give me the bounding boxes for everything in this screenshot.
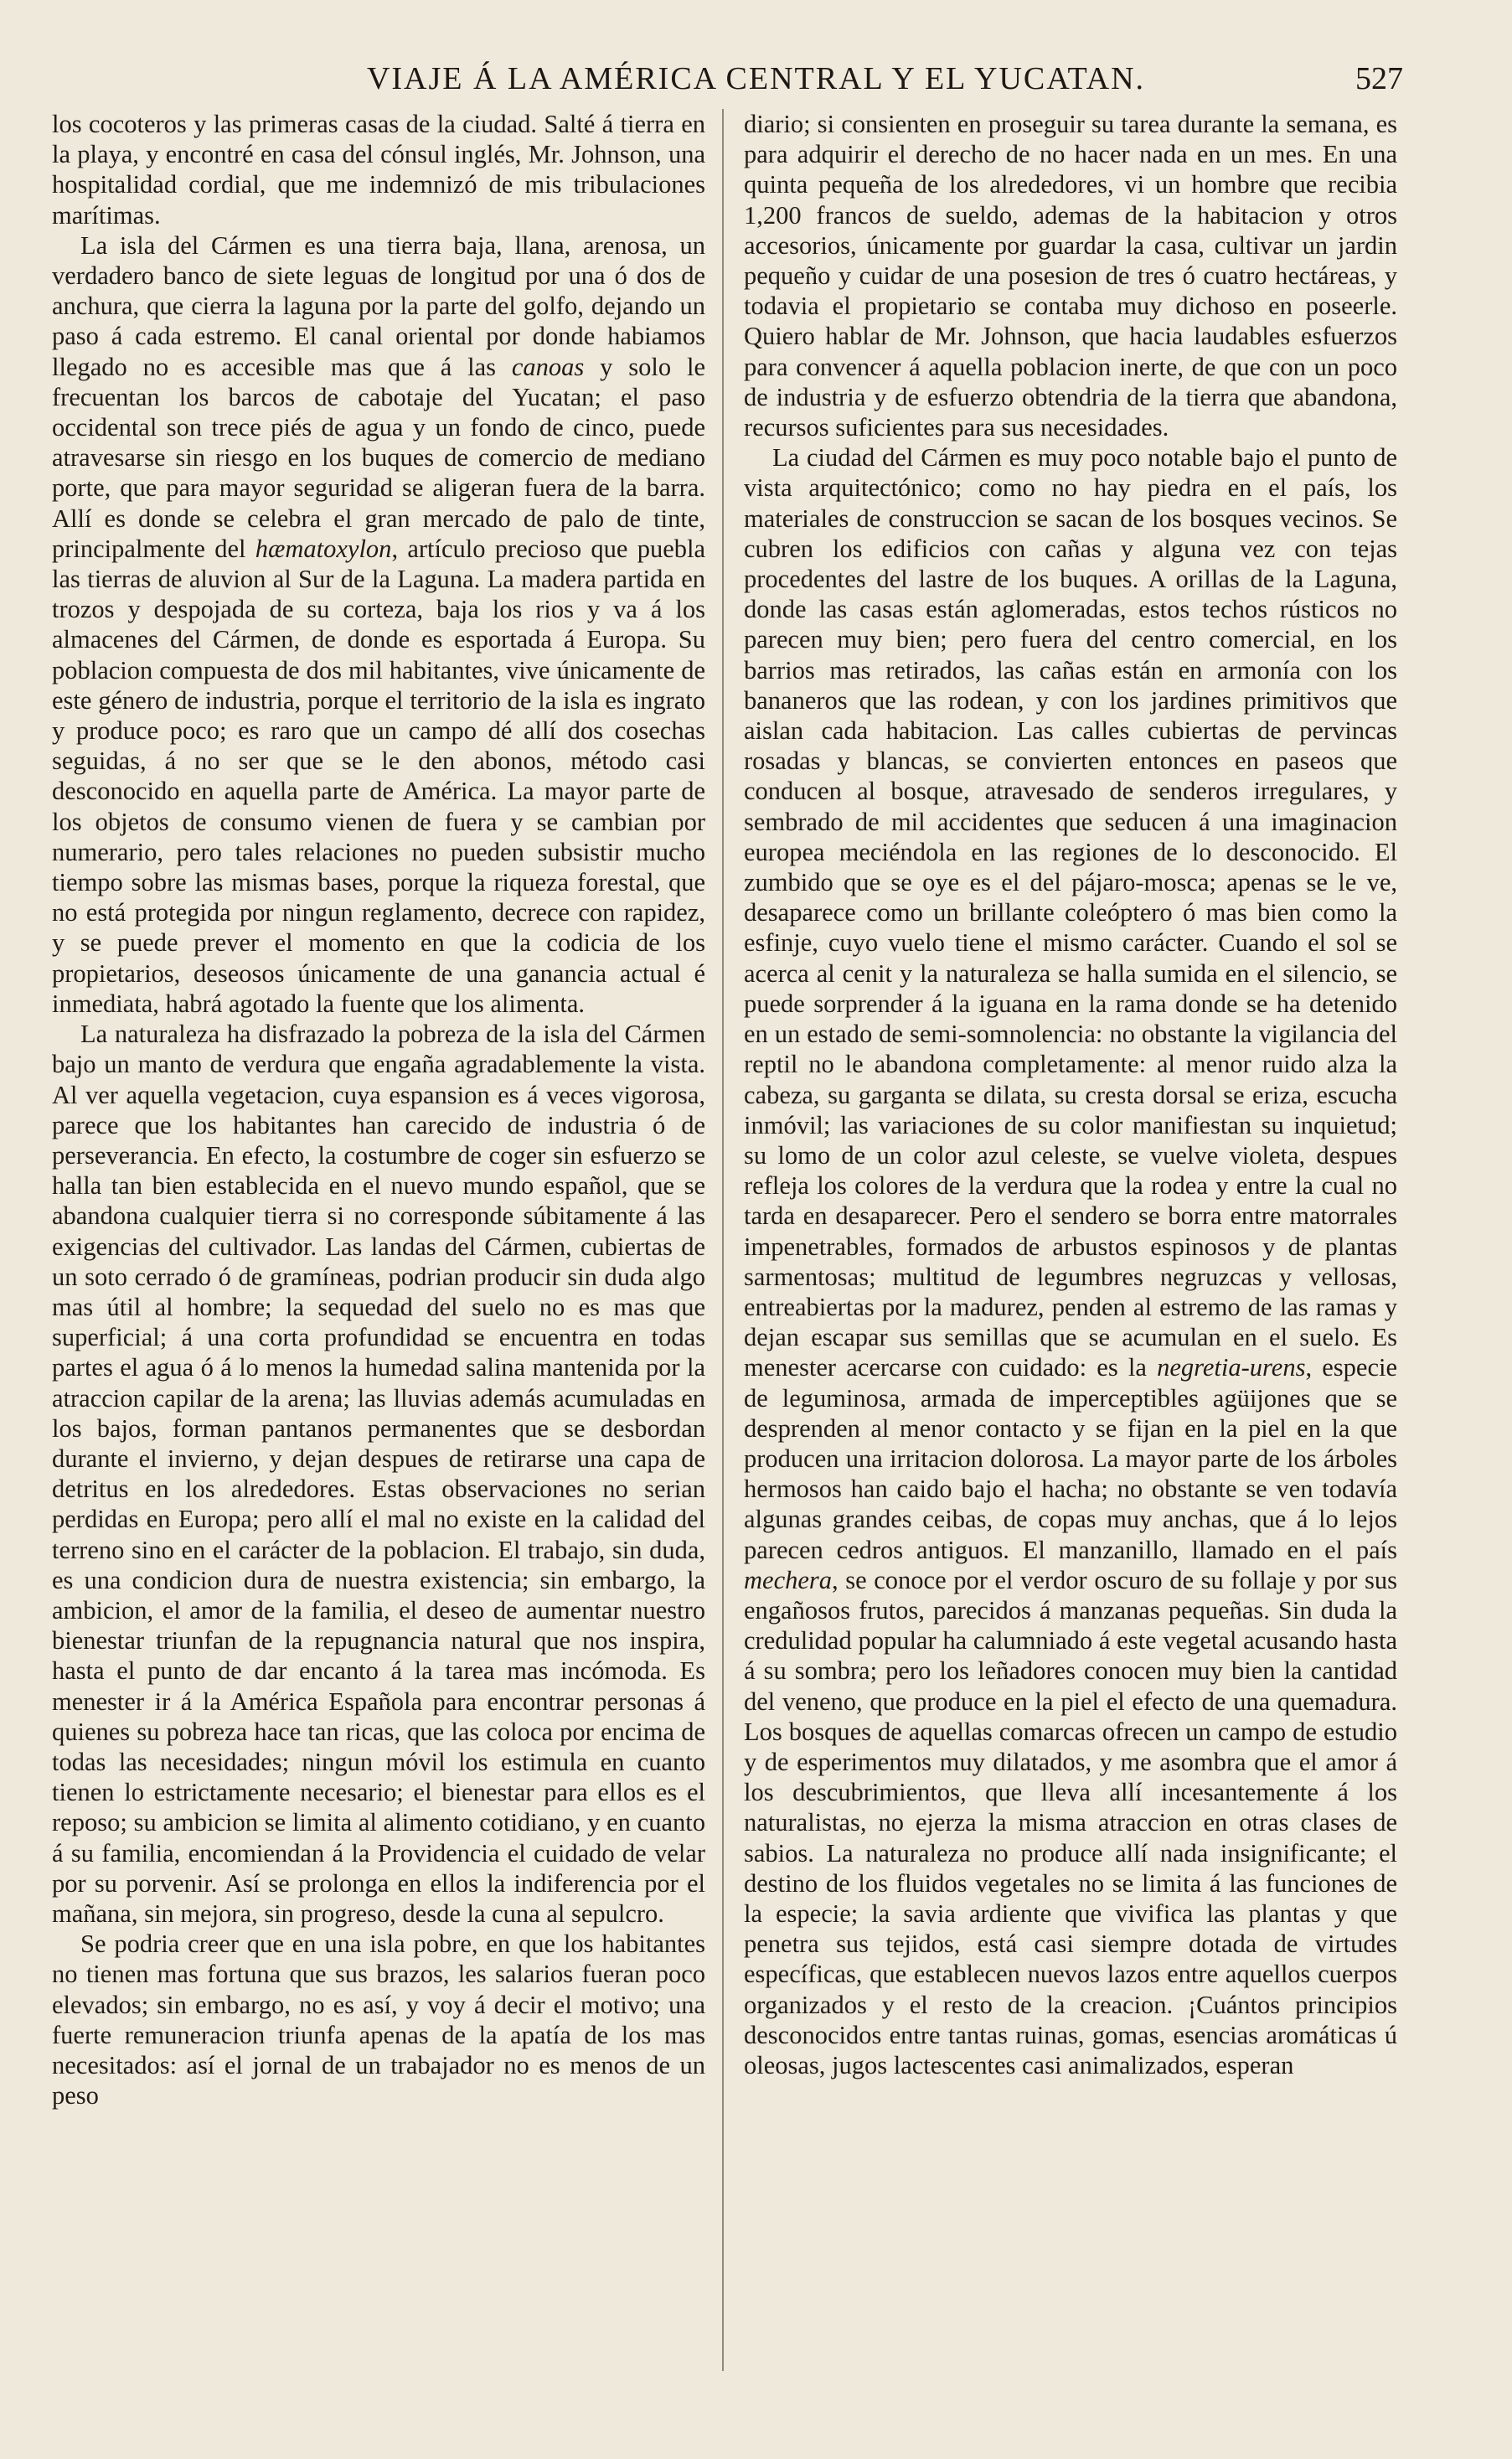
paragraph: diario; si consienten en proseguir su tarea durante la semana, es para adquirir el derecho de no hacer nada en un mes. En una quinta pequeña de los alrededores, vi un hombre que recibia 1,200 francos de sueldo, ademas de la habitacion y otros accesorios, únicamente por guardar la casa, cultivar un jardin pequeño y cuidar de una posesion de tres ó cuatro hectáreas, y todavia el propietario se contaba muy dichoso en poseerle. Quiero hablar de Mr. Johnson, que hacia laudables esfuerzos para convencer á aquella poblacion inerte, de que con un poco de industria y de esfuerzo obtendria de la tierra que abandona, recursos suficientes para sus necesidades. bbox=[744, 110, 1397, 442]
text-run: La isla del Cármen es una tierra baja, llana, arenosa, un verdadero banco de siete leguas de longitud por una ó dos de anchura, que cierra la laguna por la parte del golfo, dejando un paso á cada estremo. El canal oriental por donde habiamos llegado no es accesible mas que á las bbox=[52, 230, 705, 381]
running-head bbox=[0, 60, 1512, 102]
text-run: y solo le frecuentan los barcos de cabotaje del Yucatan; el paso occidental son trece piés de agua y un fondo de cinco, puede atravesarse sin riesgo en los buques de comercio de mediano porte, que para mayor seguridad se aligeran fuera de la barra. Allí es donde se celebra el gran mercado de palo de tinte, principalmente del bbox=[52, 352, 705, 563]
paragraph bbox=[52, 230, 705, 1019]
paragraph: La naturaleza ha disfrazado la pobreza de la isla del Cármen bajo un manto de verdura que engaña agradablemente la vista. Al ver aquella vegetacion, cuya espansion es á veces vigorosa, parece que los habitantes han carecido de industria ó de perseverancia. En efecto, la costumbre de coger sin esfuerzo se halla tan bien establecida en el nuevo mundo español, que se abandona cualquier tierra si no corresponde súbitamente á las exigencias del cultivador. Las landas del Cármen, cubiertas de un soto cerrado ó de gramíneas, podrian producir sin duda algo mas útil al hombre; la sequedad del suelo no es mas que superficial; á una corta profundidad se encuentra en todas partes el agua ó á lo menos la humedad salina mantenida por la atraccion capilar de la arena; las lluvias además acumuladas en los bajos, forman pantanos permanentes que se desbordan durante el invierno, y dejan despues de retirarse una capa de detritus en los alrededores. Estas observaciones no serian perdidas en Europa; pero allí el mal no existe en la calidad del terreno sino en el carácter de la poblacion. El trabajo, sin duda, es una condicion dura de nuestra existencia; sin embargo, la ambicion, el amor de la familia, el deseo de aumentar nuestro bienestar triunfan de la repugnancia natural que nos inspira, hasta el punto de dar encanto á la tarea mas incómoda. Es menester ir á la América Española para encontrar personas á quienes su pobreza hace tan ricas, que las coloca por encima de todas las necesidades; ningun móvil los estimula en cuanto tienen lo estrictamente necesario; el bienestar para ellos es el reposo; su ambicion se limita al alimento cotidiano, y en cuanto á su familia, encomiendan á la Providencia el cuidado de velar por su porvenir. Así se prolonga en ellos la indiferencia por el mañana, sin mejora, sin progreso, desde la cuna al sepulcro. bbox=[52, 1020, 705, 1928]
text-run: , se conoce por el verdor oscuro de su follaje y por sus engañosos frutos, parecidos á manzanas pequeñas. Sin duda la credulidad popular ha calumniado á este vegetal acusando hasta á su sombra; pero los leñadores conocen muy bien la cantidad del veneno, que produce en la piel el efecto de una quemadura. Los bosques de aquellas comarcas ofrecen un campo de estudio y de esperimentos muy dilatados, y me asombra que el amor á los descubrimientos, que lleva allí incesantemente á los naturalistas, no ejerza la misma atraccion en otras clases de sabios. La naturaleza no produce allí nada insignificante; el destino de los fluidos vegetales no se limita á las funciones de la especie; la savia ardiente que vivifica las plantas y que penetra sus tejidos, está casi siempre dotada de virtudes específicas, que establecen nuevos lazos entre aquellos cuerpos organizados y el resto de la creacion. ¡Cuántos principios desconocidos entre tantas ruinas, gomas, esencias aromáticas ú oleosas, jugos lactescentes casi animalizados, esperan bbox=[744, 1565, 1397, 2079]
italic-term: canoas bbox=[511, 352, 585, 381]
text-run: , especie de leguminosa, armada de imperceptibles agüijones que se desprenden al menor contacto y se fijan en la piel en la que producen una irritacion dolorosa. La mayor parte de los árboles hermosos han caido bajo el hacha; no obstante se ven todavía algunas grandes ceibas, de copas muy anchas, que á lo lejos parecen cedros antiguos. El manzanillo, llamado en el país bbox=[744, 1353, 1397, 1564]
page-number: 527 bbox=[1355, 61, 1403, 96]
running-title: VIAJE Á LA AMÉRICA CENTRAL Y EL YUCATAN. bbox=[366, 61, 1146, 96]
italic-term: negretia-urens bbox=[1157, 1353, 1306, 1382]
left-column bbox=[52, 109, 705, 2110]
paragraph bbox=[744, 442, 1397, 2080]
column-divider bbox=[722, 109, 724, 2371]
text-run: , artículo precioso que puebla las tierras de aluvion al Sur de la Laguna. La madera partida en trozos y despojada de su corteza, baja los rios y va á los almacenes del Cármen, de donde es esportada á Europa. Su poblacion compuesta de dos mil habitantes, vive únicamente de este género de industria, porque el territorio de la isla es ingrato y produce poco; es raro que un campo dé allí dos cosechas seguidas, á no ser que se le den abonos, método casi desconocido en aquella parte de América. La mayor parte de los objetos de consumo vienen de fuera y se cambian por numerario, pero tales relaciones no pueden subsistir mucho tiempo sobre las mismas bases, porque la riqueza forestal, que no está protegida por ningun reglamento, decrece con rapidez, y se puede prever el momento en que la codicia de los propietarios, deseosos únicamente de una ganancia actual é inmediata, habrá agotado la fuente que los alimenta. bbox=[52, 534, 706, 1018]
italic-term: mechera bbox=[744, 1565, 833, 1594]
italic-term: hæmatoxylon bbox=[255, 534, 392, 563]
paragraph: Se podria creer que en una isla pobre, en que los habitantes no tienen mas fortuna que sus brazos, les salarios fueran poco elevados; sin embargo, no es así, y voy á decir el motivo; una fuerte remuneracion triunfa apenas de la apatía de los mas necesitados: así el jornal de un trabajador no es menos de un peso bbox=[52, 1929, 705, 2110]
right-column bbox=[744, 109, 1397, 2080]
text-run: La ciudad del Cármen es muy poco notable bajo el punto de vista arquitectónico; como no hay piedra en el país, los materiales de construccion se sacan de los bosques vecinos. Se cubren los edificios con cañas y alguna vez con tejas procedentes del lastre de los buques. A orillas de la Laguna, donde las casas están aglomeradas, estos techos rústicos no parecen muy bien; pero fuera del centro comercial, en los barrios mas retirados, las cañas están en armonía con los bananeros que las rodean, y con los jardines primitivos que aislan cada habitacion. Las calles cubiertas de pervincas rosadas y blancas, se convierten entonces en paseos que conducen al bosque, atravesado de senderos irregulares, y sembrado de mil accidentes que seducen á una imaginacion europea meciéndola en las regiones de lo desconocido. El zumbido que se oye es el del pájaro-mosca; apenas se le ve, desaparece como un brillante coleóptero ó mas bien como la esfinje, cuyo vuelo tiene el mismo carácter. Cuando el sol se acerca al cenit y la naturaleza se halla sumida en el silencio, se puede sorprender á la iguana en la rama donde se ha detenido en un estado de semi-somnolencia: no obstante la vigilancia del reptil no le abandona completamente: al menor ruido alza la cabeza, su garganta se dilata, su cresta dorsal se eriza, escucha inmóvil; las variaciones de su color manifiestan su inquietud; su lomo de un color azul celeste, se vuelve violeta, despues refleja los colores de la verdura que la rodea y entre la cual no tarda en desaparecer. Pero el sendero se borra entre matorrales impenetrables, formados de arbustos espinosos y de plantas sarmentosas; multitud de legumbres negruzcas y vellosas, entreabiertas por la madurez, penden al estremo de las ramas y dejan escapar sus semillas que se acumulan en el suelo. Es menester acercarse con cuidado: es la bbox=[744, 443, 1397, 1382]
paragraph: los cocoteros y las primeras casas de la ciudad. Salté á tierra en la playa, y encontré en casa del cónsul inglés, Mr. Johnson, una hospitalidad cordial, que me indemnizó de mis tribulaciones marítimas. bbox=[52, 110, 705, 230]
